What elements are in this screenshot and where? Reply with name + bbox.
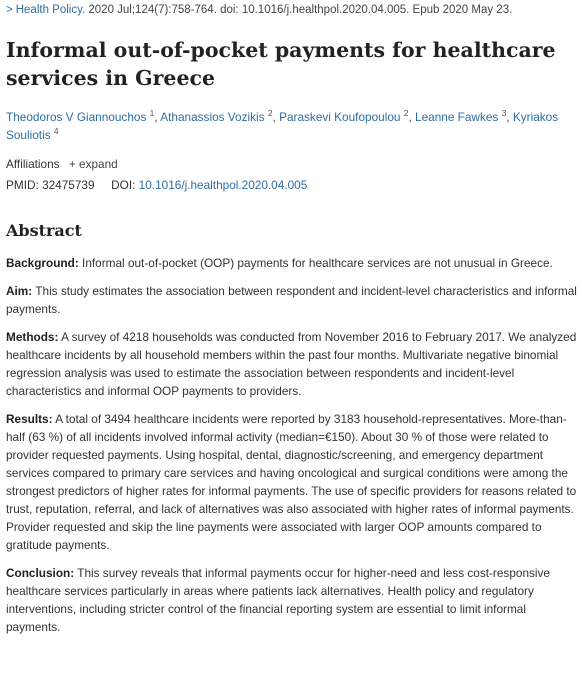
- section-label: Conclusion:: [6, 566, 75, 580]
- pmid-label: PMID:: [6, 178, 39, 192]
- author-link[interactable]: Theodoros V Giannouchos: [6, 110, 147, 124]
- affiliation-number[interactable]: 4: [53, 126, 59, 137]
- author-list: Theodoros V Giannouchos $^1$, Athanassios Vozikis $^2$, Paraskevi Koufopoulou $^2$, Leanne Fawkes $^3$, Kyriakos Souliotis $^4$: [6, 108, 559, 142]
- affiliations-row: [6, 157, 118, 171]
- section-text: A survey of 4218 households was conducted from November 2016 to February 2017. We analyzed healthcare incidents by all household members within the past four months. Multivariate negative binomial regression analysis was used to estimate the association between respondents and incident-level characteristics and informal OOP payments to providers.: [6, 330, 577, 398]
- identifiers-row: [6, 178, 307, 192]
- section-label: Aim:: [6, 284, 33, 298]
- article-title: Informal out-of-pocket payments for healthcare services in Greece: [6, 38, 556, 90]
- doi-link[interactable]: 10.1016/j.healthpol.2020.04.005: [138, 178, 308, 192]
- author-link[interactable]: Paraskevi Koufopoulou: [279, 110, 401, 124]
- abstract-section-conclusion: [6, 564, 578, 636]
- abstract-heading: Abstract: [6, 221, 82, 240]
- chevron-right-icon: >: [6, 4, 13, 16]
- section-text: A total of 3494 healthcare incidents were reported by 3183 household-representatives. More-than-half (63 %) of all incidents involved informal activity (median=€150). About 30 % of those were related to provider requested payments. Using hospital, dental, diagnostic/screening, and emergency department services compared to primary care services and having oncological and surgical conditions were among the strongest predictors of higher rates for informal payments. The use of specific providers for reasons related to trust, reputation, referral, and lack of alternatives was also associated with higher rates of informal payments. Provider requested and skip the line payments were associated with larger OOP amounts compared to gratitude payments.: [6, 412, 577, 552]
- doi-label: DOI:: [111, 178, 136, 192]
- author-link[interactable]: Kyriakos Souliotis: [6, 110, 559, 142]
- section-label: Results:: [6, 412, 53, 426]
- journal-link[interactable]: Health Policy.: [15, 4, 86, 16]
- abstract-section-background: [6, 254, 578, 272]
- pmid-value: 32475739: [42, 178, 95, 192]
- abstract-section-results: [6, 410, 578, 554]
- abstract-body: [6, 254, 578, 646]
- affiliations-label: Affiliations: [6, 157, 60, 171]
- affiliation-number[interactable]: 3: [501, 108, 507, 119]
- citation-details: 2020 Jul;124(7):758-764. doi: 10.1016/j.healthpol.2020.04.005. Epub 2020 May 23.: [85, 4, 513, 16]
- citation-line: [6, 4, 512, 16]
- affiliation-number[interactable]: 2: [403, 108, 409, 119]
- abstract-section-aim: [6, 282, 578, 318]
- author-link[interactable]: Leanne Fawkes: [415, 110, 499, 124]
- affiliation-number[interactable]: 1: [149, 108, 155, 119]
- author-link[interactable]: Athanassios Vozikis: [160, 110, 265, 124]
- section-label: Methods:: [6, 330, 59, 344]
- section-label: Background:: [6, 256, 79, 270]
- section-text: This study estimates the association between respondent and incident-level characteristics and informal payments.: [6, 284, 577, 316]
- abstract-section-methods: [6, 328, 578, 400]
- section-text: Informal out-of-pocket (OOP) payments for healthcare services are not unusual in Greece.: [82, 256, 553, 270]
- expand-affiliations-button[interactable]: + expand: [68, 157, 118, 171]
- section-text: This survey reveals that informal payments occur for higher-need and less cost-responsive healthcare services particularly in areas where patients lack alternatives. Health policy and regulatory interventions, including stricter control of the financial reporting system are essential to limit informal payments.: [6, 566, 550, 634]
- affiliation-number[interactable]: 2: [267, 108, 273, 119]
